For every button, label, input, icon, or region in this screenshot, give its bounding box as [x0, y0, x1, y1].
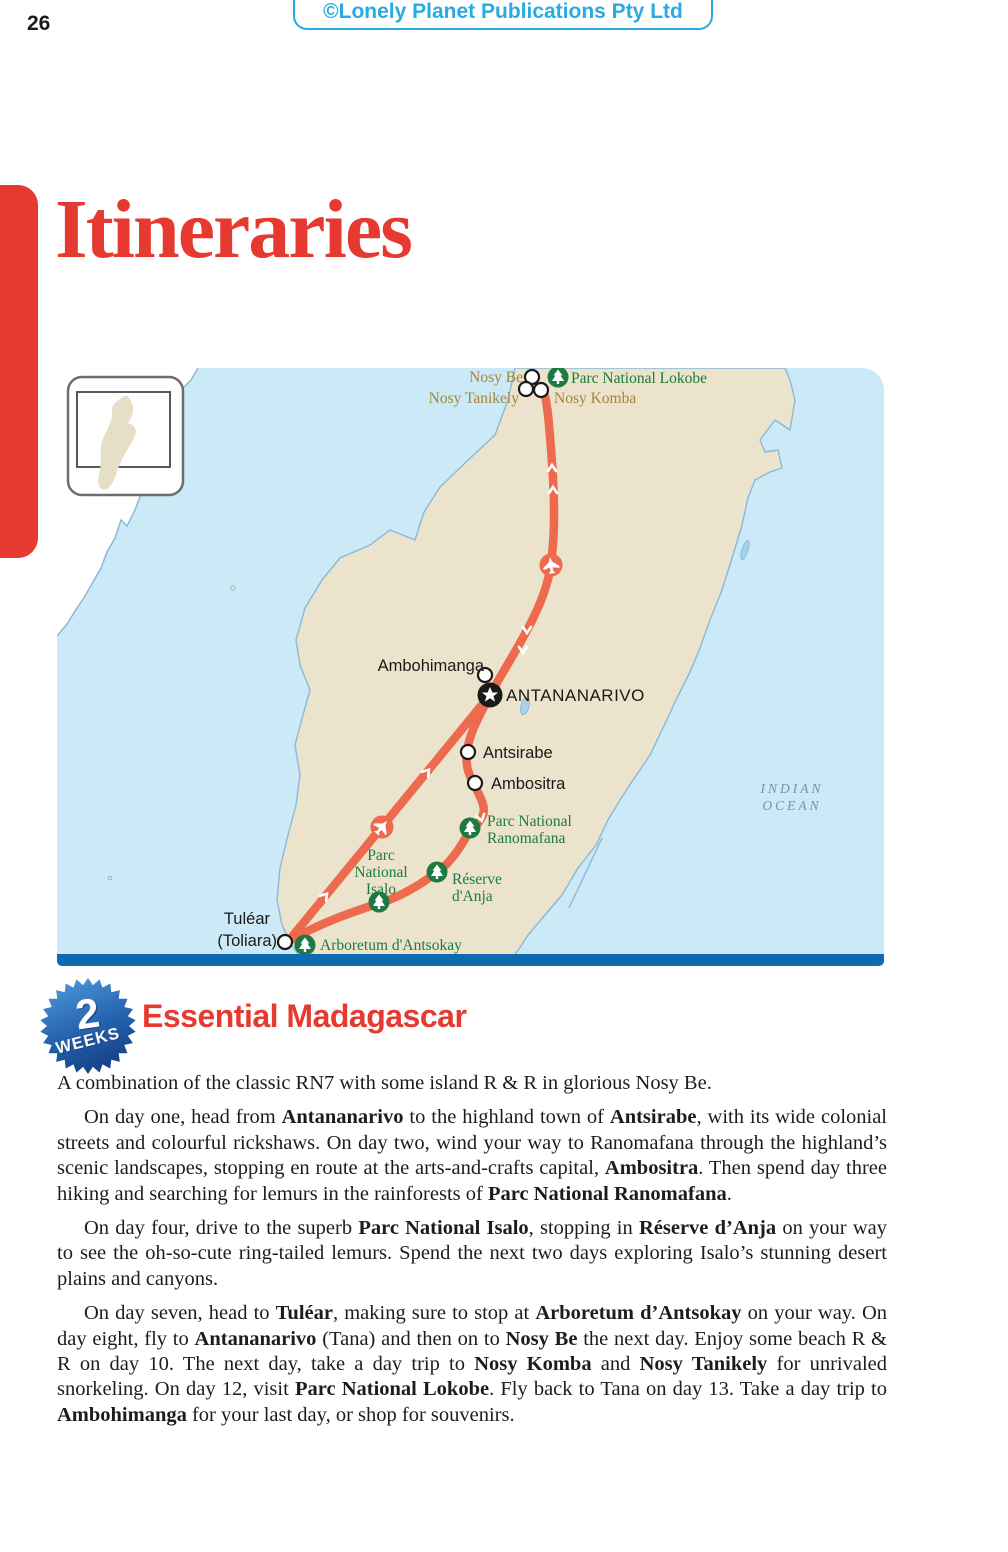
copyright-text: ©Lonely Planet Publications Pty Ltd — [323, 0, 683, 23]
map-label-nosy-komba: Nosy Komba — [554, 390, 637, 407]
map-label-isalo-1: Parc — [367, 847, 395, 864]
indian-ocean-label-2: OCEAN — [762, 798, 822, 813]
ambositra-marker — [468, 776, 482, 790]
indian-ocean-label-1: INDIAN — [760, 781, 824, 796]
itinerary-paragraph: On day four, drive to the superb Parc National Isalo, stopping in Réserve d’Anja on your way to see the oh-so-cute ring-tailed lemurs. Spend the next two days exploring Isalo’s stunning desert plains and canyons. — [57, 1217, 887, 1290]
itinerary-intro: A combination of the classic RN7 with some island R & R in glorious Nosy Be. — [57, 1072, 712, 1094]
page-number: 26 — [27, 12, 51, 35]
islet-icon — [108, 876, 112, 880]
itinerary-paragraph: On day seven, head to Tuléar, making sure to stop at Arboretum d’Antsokay on your way. On day eight, fly to Antananarivo (Tana) and then on to Nosy Be the next day. Enjoy some beach R & R on day 10. The next day, take a day trip to Nosy Komba and Nosy Tanikely for unrivaled snorkeling. On day 12, visit Parc National Lokobe. Fly back to Tana on day 13. Take a day trip to Ambohimanga for your last day, or shop for souvenirs. — [57, 1302, 888, 1426]
itinerary-title: Essential Madagascar — [142, 998, 467, 1034]
map-label-antananarivo: ANTANANARIVO — [506, 686, 645, 705]
tulear-marker — [278, 935, 292, 949]
map-label-lokobe: Parc National Lokobe — [571, 370, 708, 387]
map-label-ambohimanga: Ambohimanga — [377, 657, 484, 675]
map-canvas — [57, 368, 884, 966]
map-label-anja-1: Réserve — [452, 871, 502, 888]
arboretum-tree-icon — [295, 935, 316, 956]
map-label-isalo-3: Isalo — [365, 881, 397, 898]
ranomafana-tree-icon — [460, 818, 481, 839]
nosy-komba-marker — [534, 383, 548, 397]
islet-icon — [231, 586, 235, 590]
badge-number: 2 — [72, 988, 103, 1039]
weeks-badge — [39, 977, 137, 1075]
map-label-antsirabe: Antsirabe — [483, 744, 553, 762]
map-label-nosy-be: Nosy Be — [469, 369, 523, 386]
itinerary-body — [57, 1071, 887, 1437]
anja-tree-icon — [427, 862, 448, 883]
map-label-ranomafana-2: Ranomafana — [487, 830, 566, 847]
map-bottom-bar — [57, 954, 884, 966]
map-label-ranomafana-1: Parc National — [487, 813, 572, 830]
page-title: Itineraries — [55, 183, 411, 276]
map-label-tulear-2: (Toliara) — [217, 932, 277, 950]
itinerary-paragraph: On day one, head from Antananarivo to the highland town of Antsirabe, with its wide colonial streets and colourful rickshaws. On day two, wind your way to Ranomafana through the highland’s scenic landscapes, stopping en route at the arts-and-crafts capital, Ambositra. Then spend day three hiking and searching for lemurs in the rainforests of Parc National Ranomafana. — [57, 1106, 888, 1205]
chapter-tab — [0, 185, 38, 558]
capital-marker — [478, 683, 503, 708]
map-label-anja-2: d'Anja — [452, 888, 493, 905]
map-label-arboretum: Arboretum d'Antsokay — [320, 937, 462, 954]
map-label-nosy-tanikely: Nosy Tanikely — [428, 390, 519, 407]
map-label-tulear-1: Tuléar — [223, 910, 270, 928]
badge-unit: WEEKS — [54, 1024, 122, 1058]
map-label-ambositra: Ambositra — [491, 775, 566, 793]
copyright-box — [293, 0, 713, 30]
madagascar-map — [57, 368, 884, 966]
antsirabe-marker — [461, 745, 475, 759]
map-label-isalo-2: National — [354, 864, 408, 881]
inset-map — [68, 377, 183, 495]
